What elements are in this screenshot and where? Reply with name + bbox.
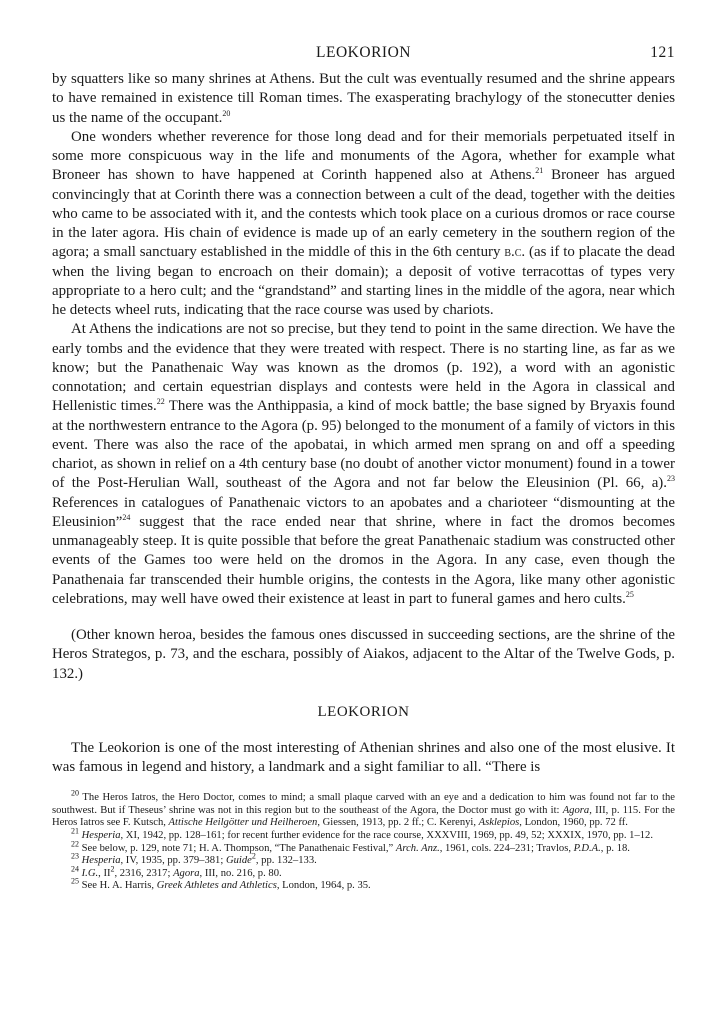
page	[52, 44, 675, 893]
text-run: , 2316, 2317;	[114, 867, 174, 879]
footnote-ref: 22	[156, 397, 165, 407]
text-run: , pp. 132–133.	[255, 855, 317, 867]
text-run: There was the Anthippasia, a kind of mock battle; the base signed by Bryaxis found at the northwestern entrance to the Agora (p. 95) belonged to the monument of a family of victors in this event. There was also the race of the apobatai, in which armed men sprang on and off a speeding chariot, as shown in relief on a 4th century base (no doubt of another victor monument) found in a tower of the Post-Herulian Wall, southeast of the Agora and not far below the Eleusinion (Pl. 66, a).	[52, 398, 675, 492]
page-number: 121	[650, 44, 675, 61]
footnote-ref: 21	[535, 166, 544, 176]
text-run: Agora	[173, 867, 200, 879]
text-run: (Other known heroa, besides the famous ones discussed in succeeding sections, are the shrine of the Heros Strategos, p. 73, and the eschara, possibly of Aiakos, adjacent to the Altar of the Twelve Gods, p. 132.)	[52, 627, 675, 682]
text-run: Guide	[225, 855, 252, 867]
footnote-ref: 21	[71, 826, 79, 836]
footnote-ref: 22	[71, 839, 79, 849]
text-run: Attische Heilgötter und Heilheroen	[168, 817, 318, 829]
text-run: , XI, 1942, pp. 128–161; for recent further evidence for the race course, XXXVIII, 1969, pp. 49, 52; XXXIX, 1970, pp. 1–12.	[120, 830, 653, 842]
text-run: Hesperia	[81, 830, 121, 842]
footnotes	[52, 788, 676, 893]
section-heading: LEOKORION	[317, 703, 410, 720]
text-run: P.D.A.	[573, 842, 601, 854]
text-run: , London, 1960, pp. 72 ff.	[519, 817, 628, 829]
text-run: I.G.	[81, 867, 99, 879]
footnote-23	[52, 851, 675, 868]
footnote-ref: 20	[222, 108, 231, 118]
text-run: Asklepios	[478, 817, 520, 829]
text-run: (as if to placate the dead when the living began to encroach on their domain); a deposit of votive terracottas of types very appropriate to a hero cult; and the “grandstand” and starting lines in the middle of the agora, near which he detects wheel ruts, indicating that the race course was used by chariots.	[52, 244, 675, 318]
footnote-ref: 2	[110, 864, 115, 874]
text-run: Hesperia	[81, 855, 121, 867]
text-run: References in catalogues of Panathenaic victors to an apobates and a charioteer “dismounting at the Eleusinion”	[52, 494, 675, 530]
text-run: At Athens the indications are not so precise, but they tend to point in the same direction. We have the early tombs and the evidence that they were treated with respect. There is no starting line, as far as we know; but the Panathenaic Way was known as the dromos (p. 192), a word with an agonistic connotation; and certain equestrian displays and contests were held in the Agora in classical and Hellenistic times.	[52, 321, 675, 415]
text-run: , 1961, cols. 224–231; Travlos,	[439, 842, 574, 854]
paragraph-other-heroa	[52, 626, 675, 684]
footnote-ref: 24	[122, 512, 131, 522]
text-run: The Leokorion is one of the most interesting of Athenian shrines and also one of the most elusive. It was famous in legend and history, a landmark and a sight familiar to all. “There is	[52, 739, 675, 775]
footnote-25	[52, 876, 675, 893]
paragraph-leokorion-intro	[52, 739, 675, 778]
paragraph-athens-indications	[52, 320, 675, 609]
footnote-ref: 20	[71, 788, 79, 798]
text-run: , London, 1964, p. 35.	[276, 880, 371, 892]
text-run: , Giessen, 1913, pp. 2 ff.; C. Kerenyi,	[317, 817, 479, 829]
text-run: suggest that the race ended near that shrine, where in fact the dromos becomes unmanageably steep. It is quite possible that before the great Panathenaic stadium was constructed other events of the Games too were held on the dromos in the Agora. In any case, even though the Panathenaia far transcended their humble origins, the contests in the Agora, like many other agonistic celebrations, may well have owed their existence at least in part to funeral games and hero cults.	[52, 513, 675, 607]
text-run: Agora	[562, 804, 590, 816]
text-run: , III, p. 115. For the Heros Iatros see F. Kutsch,	[52, 804, 676, 829]
footnote-ref: 24	[71, 864, 79, 874]
footnote-20	[52, 788, 676, 830]
text-run: Arch. Anz.	[395, 842, 440, 854]
footnote-ref: 25	[625, 589, 634, 599]
footnote-ref: 25	[71, 876, 79, 886]
paragraph-continuation	[52, 70, 675, 128]
text-run: , III, no. 216, p. 80.	[199, 867, 282, 879]
paragraph-broneer-corinth	[52, 128, 675, 321]
text-run: , IV, 1935, pp. 379–381;	[120, 855, 226, 867]
running-title: LEOKORION	[316, 44, 411, 61]
text-run: , p. 18.	[600, 842, 630, 854]
text-run: , II	[98, 867, 111, 879]
footnote-ref: 2	[251, 851, 256, 861]
footnote-21	[52, 826, 675, 843]
text-run: See H. A. Harris,	[79, 880, 157, 892]
text-run: Broneer has argued convincingly that at Corinth there was a connection between a cult of the dead, together with the deities who came to be associated with it, and the contests which took place on a curious dromos or race course in the later agora. His chain of evidence is made up of an early cemetery in the southern region of the agora; a small sanctuary established in the middle of this in the 6th century	[52, 167, 675, 261]
text-run: The Heros Iatros, the Hero Doctor, comes to mind; a small plaque carved with an eye and a dedication to him was found not far to the southwest. But if Theseus’ shrine was not in this region but to the southeast of the Agora, the Doctor must go with it:	[52, 792, 675, 816]
running-header	[52, 44, 675, 70]
text-run: See below, p. 129, note 71; H. A. Thompson, “The Panathenaic Festival,”	[79, 842, 396, 854]
text-run: by squatters like so many shrines at Athens. But the cult was eventually resumed and the shrine appears to have remained in existence till Roman times. The exasperating brachylogy of the stonecutter denies us the name of the occupant.	[52, 71, 675, 126]
text-run: One wonders whether reverence for those long dead and for their memorials perpetuated itself in some more conspicuous way in the life and monuments of the Agora, whether for example what Broneer has shown to have happened at Corinth happened also at Athens.	[52, 128, 675, 184]
footnote-22	[52, 839, 675, 856]
footnote-ref: 23	[667, 474, 675, 484]
body-text	[52, 70, 675, 777]
text-run: b.c.	[504, 244, 526, 261]
text-run: Greek Athletes and Athletics	[156, 880, 277, 892]
footnote-24	[52, 864, 675, 881]
footnote-ref: 23	[71, 851, 79, 861]
